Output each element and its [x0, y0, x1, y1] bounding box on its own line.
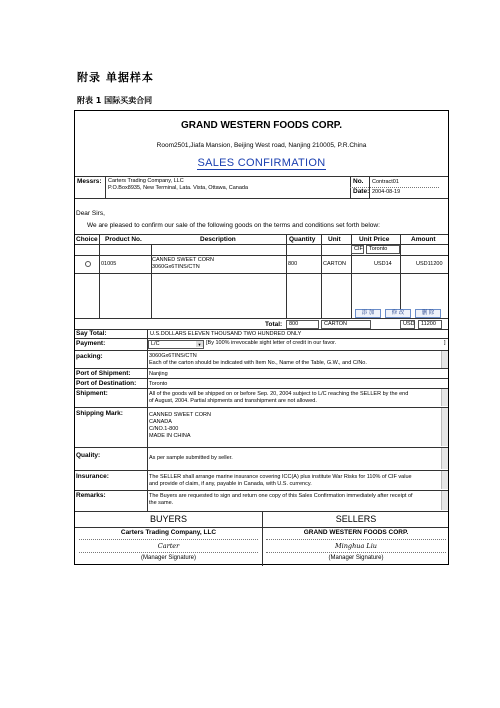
remarks-label: Remarks:	[76, 492, 106, 499]
row-desc-line1: CANNED SWEET CORN	[152, 257, 214, 263]
page-subheading: 附表 1 国际买卖合同	[77, 96, 153, 105]
edit-row-button[interactable]: 修 改	[385, 309, 411, 318]
remarks-line1: The Buyers are requested to sign and return one copy of this Sales Confirmation immediately after receipt of	[149, 493, 413, 499]
payment-label: Payment:	[76, 340, 106, 347]
col-product-no: Product No.	[105, 236, 142, 243]
insurance-scrollbar[interactable]	[441, 471, 448, 489]
insurance-line2: and provide of claim, if any, payable in Canada, with U.S. currency.	[149, 481, 312, 487]
port-of-destination-label: Port of Destination:	[76, 380, 137, 387]
col-amount: Amount	[411, 236, 436, 243]
shipment-line2: of August, 2004. Partial shipments and transhipment are not allowed.	[149, 398, 317, 404]
port-of-shipment-label: Port of Shipment:	[76, 370, 131, 377]
shipment-label: Shipment:	[76, 390, 108, 397]
mark-line4: MADE IN CHINA	[149, 433, 191, 439]
add-row-button[interactable]: 添 加	[355, 309, 381, 318]
company-name: GRAND WESTERN FOODS CORP.	[181, 120, 342, 131]
messrs-label: Messrs:	[77, 178, 102, 185]
shipping-mark-scrollbar[interactable]	[441, 408, 448, 446]
mark-line2: CANADA	[149, 419, 172, 425]
port-of-destination[interactable]: Toronto	[149, 381, 168, 387]
payment-select[interactable]: L/C ▼	[148, 340, 204, 349]
packing-line1: 3060Gx6TINS/CTN	[149, 353, 197, 359]
buyer-sign-note: (Manager Signature)	[140, 555, 197, 561]
packing-line2: Each of the carton should be indicated with Item No., Name of the Table, G.W., and C/No.	[149, 360, 367, 366]
seller-sign-note: (Manager Signature)	[328, 555, 384, 561]
col-quantity: Quantity	[289, 236, 316, 243]
page-heading: 附录 单据样本	[77, 71, 154, 84]
quality-scrollbar[interactable]	[441, 448, 448, 469]
col-description: Description	[200, 236, 236, 243]
mark-line1: CANNED SWEET CORN	[149, 412, 211, 418]
col-unit-price: Unit Price	[359, 236, 390, 243]
remarks-scrollbar[interactable]	[441, 491, 448, 510]
greeting: Dear Sirs,	[76, 210, 105, 217]
doc-title: SALES CONFIRMATION	[197, 157, 326, 169]
total-quantity: 800	[286, 320, 319, 329]
price-port-field[interactable]: Toronto	[366, 245, 400, 254]
no-label: No.	[353, 178, 364, 185]
insurance-line1: The SELLER shall arrange marine insurance covering ICC(A) plus institute War Risks for 110% of CIF value	[149, 474, 412, 480]
buyers-heading: BUYERS	[149, 514, 187, 524]
row-quantity: 800	[288, 261, 298, 267]
choice-radio[interactable]	[85, 261, 91, 267]
say-total-label: Say Total:	[76, 330, 107, 337]
contract-no[interactable]: Contract01	[372, 179, 399, 185]
packing-label: packing:	[76, 353, 103, 360]
quality-label: Quality:	[76, 452, 101, 459]
price-term-select[interactable]: CIF	[351, 245, 364, 254]
remarks-line2: the same.	[149, 500, 174, 506]
dropdown-arrow-icon[interactable]: ▼	[197, 342, 202, 347]
payment-bracket: ]	[444, 340, 446, 346]
buyer-company: Carters Trading Company, LLC	[120, 529, 217, 536]
packing-scrollbar[interactable]	[441, 351, 448, 368]
buyer-signature: Carter	[157, 542, 180, 550]
quality-value: As per sample submitted by seller.	[149, 455, 233, 461]
col-choice: Choice	[76, 236, 98, 243]
row-unit-price: USD14	[374, 261, 392, 267]
row-unit: CARTON	[323, 261, 347, 267]
total-label: Total:	[265, 321, 283, 328]
total-unit: CARTON	[321, 320, 371, 329]
row-amount: USD11200	[416, 261, 443, 267]
shipment-scrollbar[interactable]	[441, 389, 448, 406]
total-currency: USD	[400, 320, 415, 329]
date-label: Date:	[353, 188, 370, 195]
row-desc-line2: 3060Gx6TINS/CTN	[152, 264, 200, 270]
delete-row-button[interactable]: 删 除	[415, 309, 441, 318]
row-product-no: 01005	[101, 261, 117, 267]
messrs-line1: Carters Trading Company, LLC	[108, 178, 184, 184]
mark-line3: C/NO.1-800	[149, 426, 179, 432]
total-amount: 11200	[418, 320, 442, 329]
payment-text[interactable]: [By 100% irrevocable sight letter of credit in our favor.	[206, 340, 337, 346]
seller-company: GRAND WESTERN FOODS CORP.	[303, 529, 409, 536]
col-unit: Unit	[328, 236, 341, 243]
shipping-mark-label: Shipping Mark:	[76, 410, 123, 417]
seller-signature: Minghua Liu	[335, 542, 377, 550]
port-of-shipment[interactable]: Nanjing	[149, 371, 168, 377]
messrs-line2: P.O.Box8935, New Terminal, Lata. Vista, Ottawa, Canada	[108, 185, 249, 191]
say-total-value: U.S.DOLLARS ELEVEN THOUSAND TWO HUNDRED ONLY	[150, 331, 302, 337]
intro-text: We are pleased to confirm our sale of the following goods on the terms and conditions set forth below:	[87, 222, 380, 229]
shipment-line1: All of the goods will be shipped on or before Sep. 20, 2004 subject to L/C reaching the SELLER by the end	[149, 391, 409, 397]
sellers-heading: SELLERS	[335, 514, 377, 524]
insurance-label: Insurance:	[76, 473, 109, 480]
sales-confirmation-form	[74, 110, 449, 565]
company-address: Room2501,Jiafa Mansion, Beijing West road, Nanjing 210005, P.R.China	[156, 142, 367, 149]
contract-date[interactable]: 2004-08-19	[372, 189, 401, 195]
